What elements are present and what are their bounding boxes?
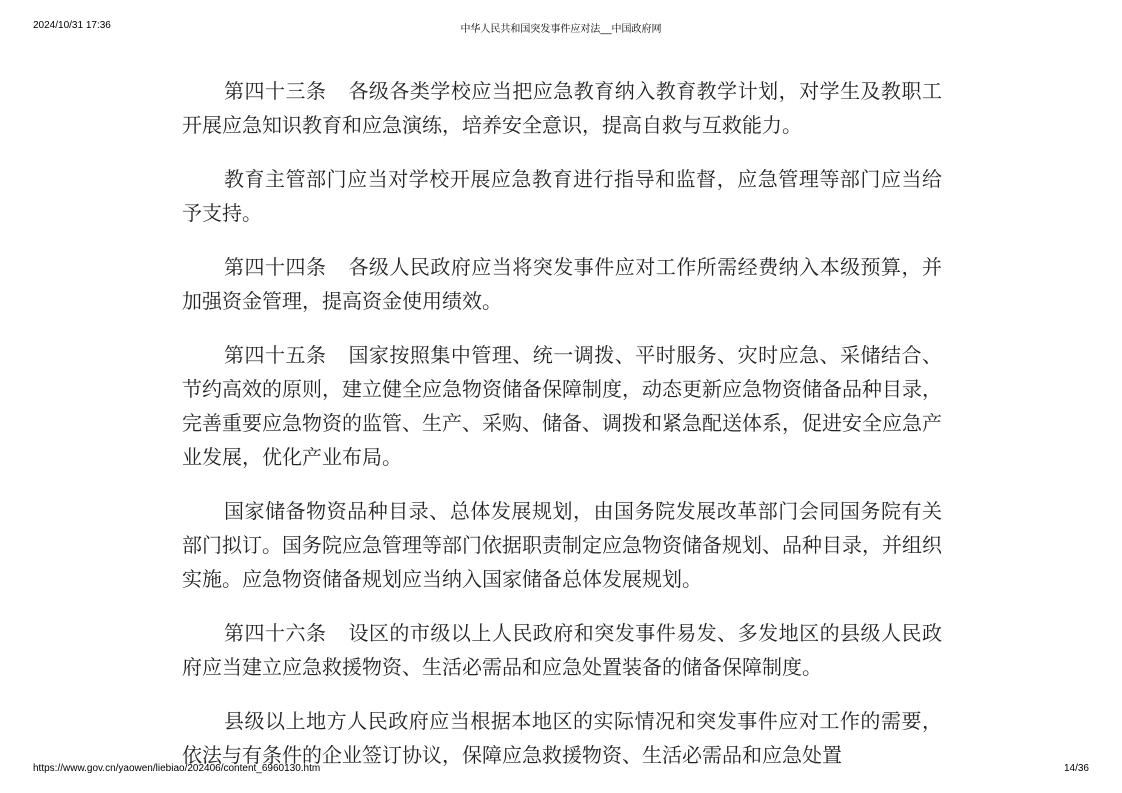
paragraph-text: 国家按照集中管理、统一调拨、平时服务、灾时应急、采储结合、节约高效的原则，建立健全应急物资储备保障制度，动态更新应急物资储备品种目录，完善重要应急物资的监管、生产、采购、储备、调拨和紧急配送体系，促进安全应急产业发展，优化产业布局。	[182, 343, 943, 469]
print-page-title: 中华人民共和国突发事件应对法__中国政府网	[460, 24, 662, 35]
print-page-number: 14/36	[1063, 763, 1089, 774]
article-46-paragraph-2	[182, 704, 942, 772]
article-number: 第四十三条	[224, 79, 327, 103]
paragraph-text: 各级各类学校应当把应急教育纳入教育教学计划，对学生及教职工开展应急知识教育和应急演练，培养安全意识，提高自救与互救能力。	[182, 79, 943, 137]
article-number: 第四十五条	[224, 343, 327, 367]
print-datetime: 2024/10/31 17:36	[33, 20, 111, 31]
article-45-paragraph	[182, 338, 942, 474]
paragraph-text: 国家储备物资品种目录、总体发展规划，由国务院发展改革部门会同国务院有关部门拟订。国务院应急管理等部门依据职责制定应急物资储备规划、品种目录，并组织实施。应急物资储备规划应当纳入国家储备总体发展规划。	[182, 499, 942, 591]
paragraph-text: 设区的市级以上人民政府和突发事件易发、多发地区的县级人民政府应当建立应急救援物资、生活必需品和应急处置装备的储备保障制度。	[182, 621, 943, 679]
article-45-paragraph-2	[182, 494, 942, 596]
article-43-paragraph-2	[182, 162, 942, 230]
paragraph-text: 各级人民政府应当将突发事件应对工作所需经费纳入本级预算，并加强资金管理，提高资金使用绩效。	[182, 255, 943, 313]
document-body	[182, 74, 942, 792]
paragraph-text: 教育主管部门应当对学校开展应急教育进行指导和监督，应急管理等部门应当给予支持。	[182, 167, 942, 225]
article-number: 第四十四条	[224, 255, 327, 279]
print-url: https://www.gov.cn/yaowen/liebiao/202406/content_6960130.htm	[33, 763, 321, 774]
article-number: 第四十六条	[224, 621, 327, 645]
article-43-paragraph	[182, 74, 942, 142]
paragraph-text: 县级以上地方人民政府应当根据本地区的实际情况和突发事件应对工作的需要，依法与有条件的企业签订协议，保障应急救援物资、生活必需品和应急处置	[182, 709, 942, 767]
article-46-paragraph	[182, 616, 942, 684]
article-44-paragraph	[182, 250, 942, 318]
